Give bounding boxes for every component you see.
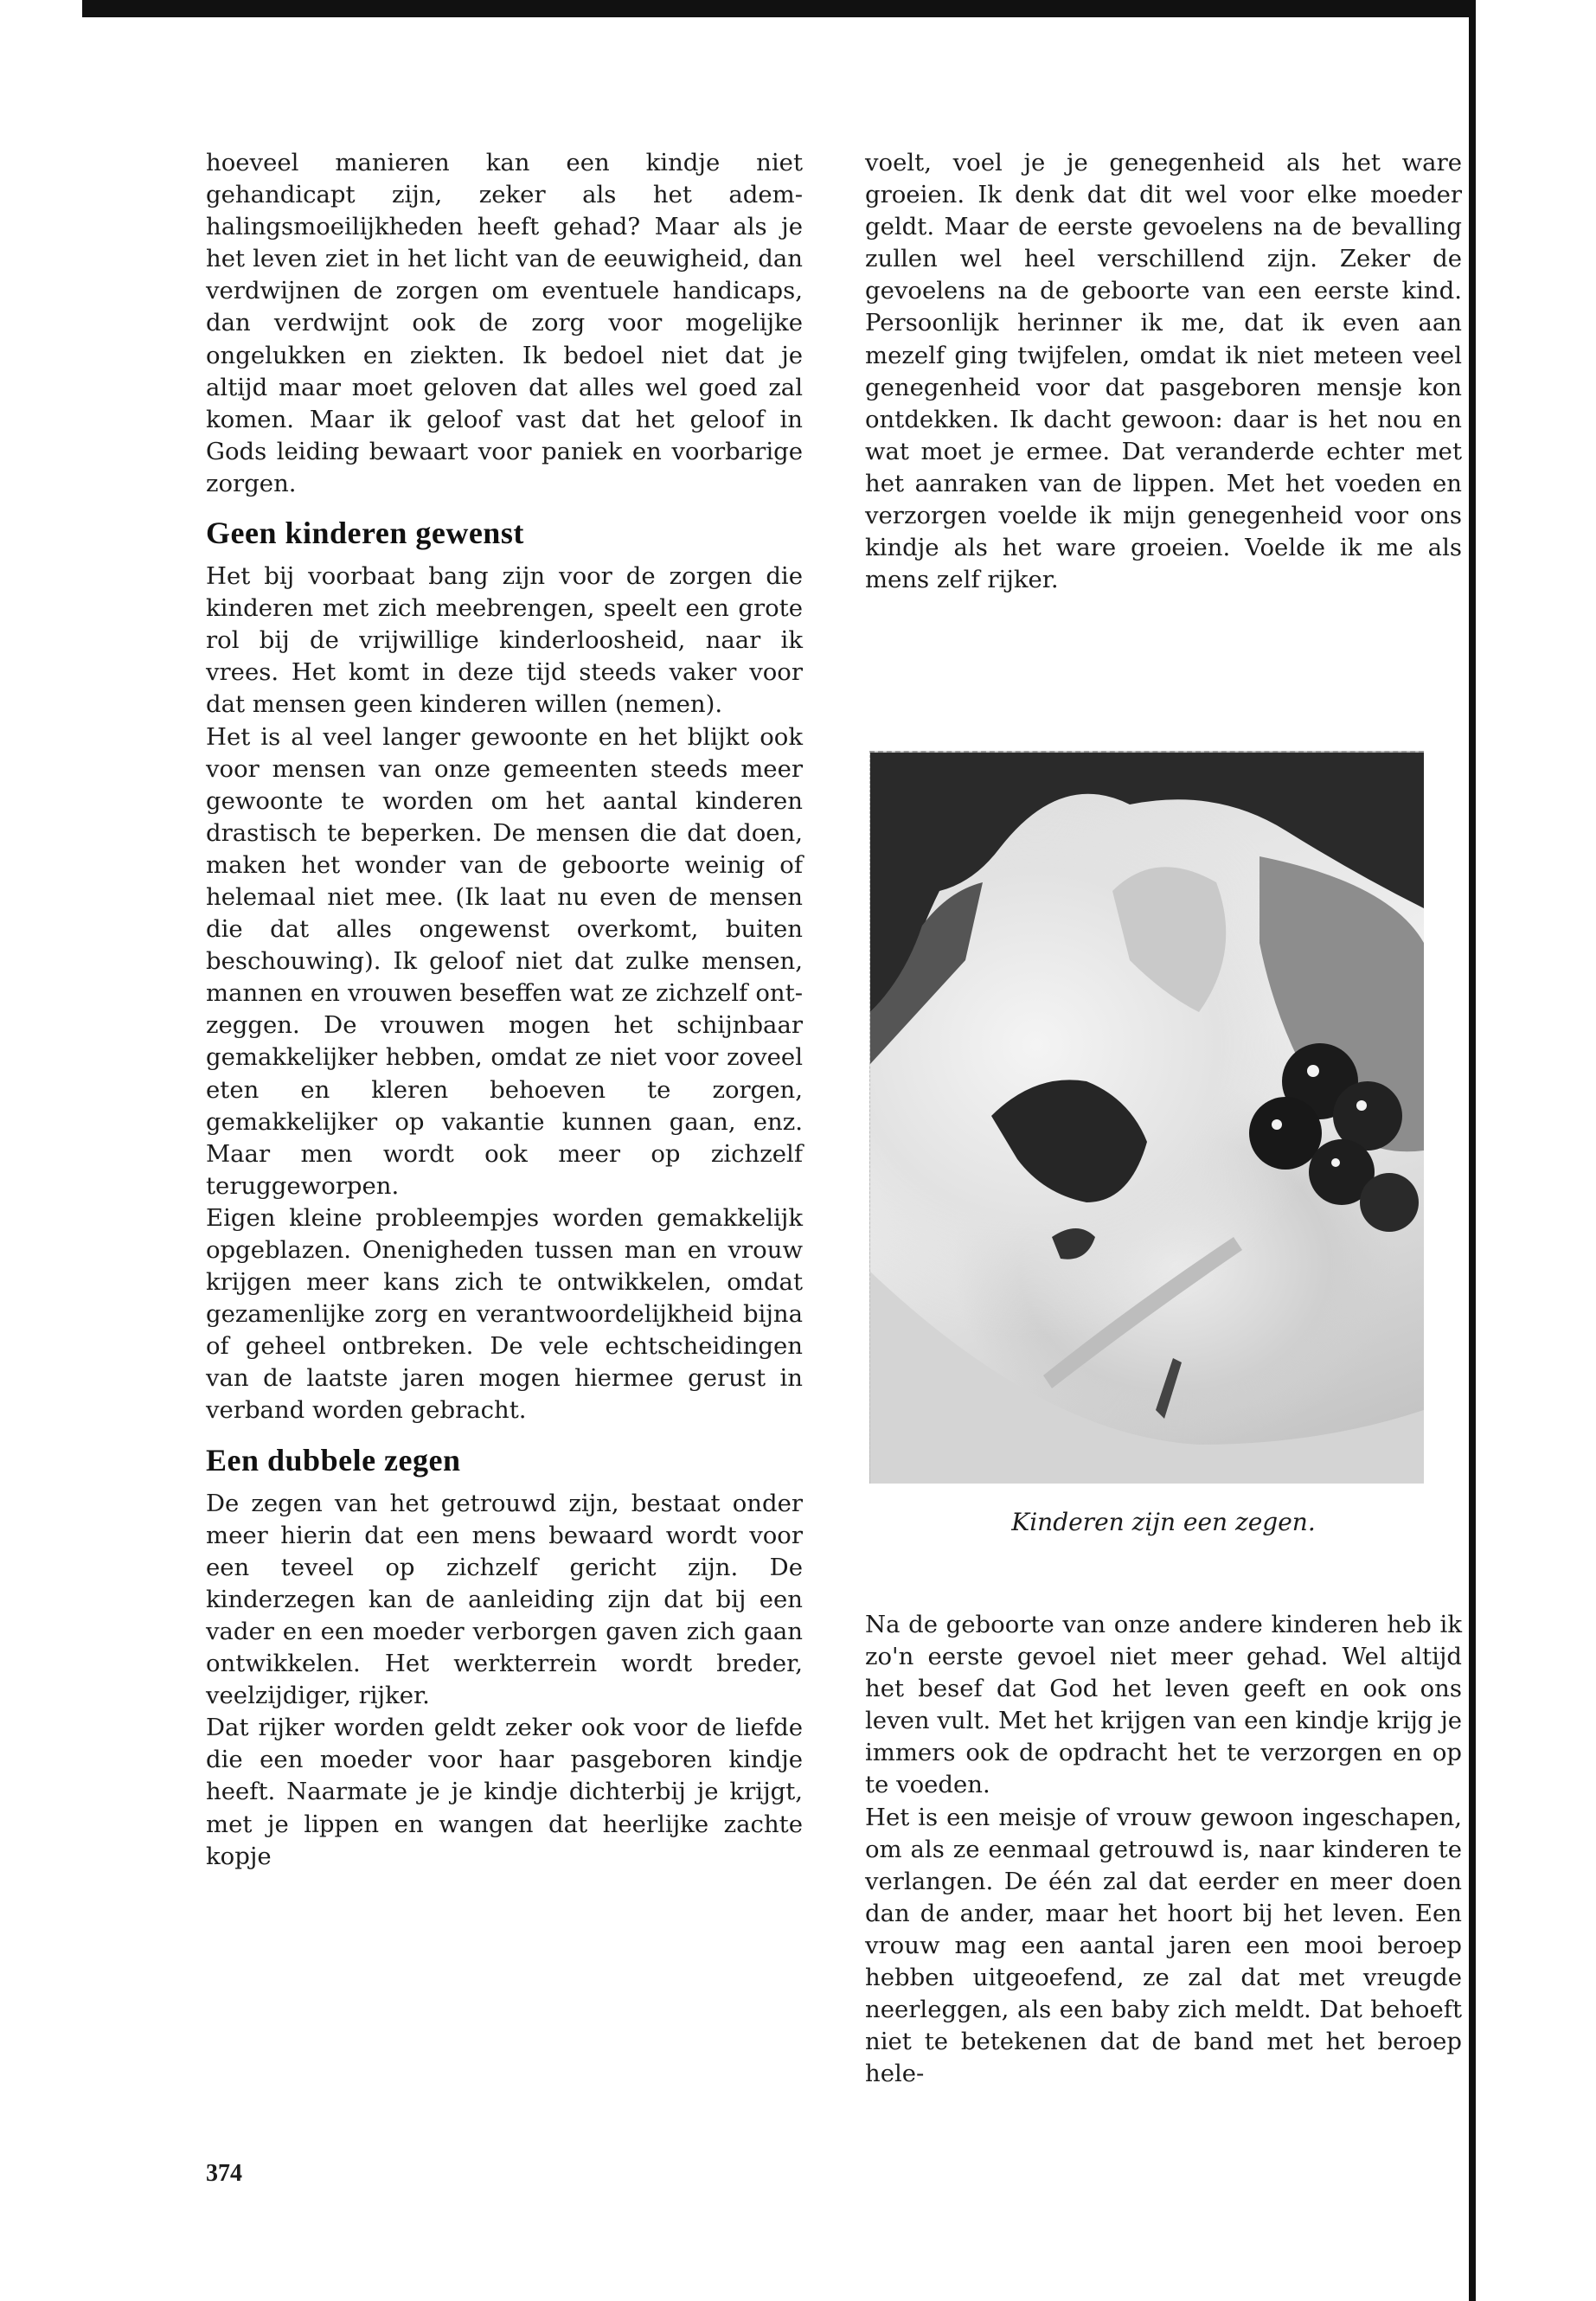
left-column — [206, 147, 803, 1873]
paragraph: De zegen van het getrouwd zijn, bestaat onder meer hierin dat een mens bewaard wordt voor een teveel op zichzelf gericht zijn. De kinderzegen kan de aanleiding zijn dat bij een vader en een moeder verborgen gaven zich gaan ontwikkelen. Het werkterrein wordt breder, veelzijdiger, rijker. — [206, 1489, 803, 1710]
paragraph: Eigen kleine probleempjes worden gemakkelijk opgeblazen. Onenigheden tussen man en vrouw krijgen meer kans zich te ontwikkelen, omdat gezamenlijke zorg en verantwoordelijkheid bijna of geheel ontbreken. De vele echtscheidingen van de laatste jaren mogen hiermee gerust in verband worden gebracht. — [206, 1203, 803, 1425]
right-border-rule — [1469, 0, 1476, 2301]
section-heading-dubbele-zegen: Een dubbele zegen — [206, 1442, 461, 1477]
section-heading-geen-kinderen: Geen kinderen gewenst — [206, 516, 524, 551]
paragraph: Het is al veel langer gewoonte en het blijkt ook voor mensen van onze gemeenten steeds meer gewoonte te worden om het aantal kinderen drastisch te beperken. De mensen die dat doen, maken het wonder van de geboorte weinig of helemaal niet mee. (Ik laat nu even de mensen die dat alles ongewenst overkomt, buiten beschouwing). Ik geloof niet dat zulke mensen, mannen en vrouwen beseffen wat ze zichzelf ontzeggen. De vrouwen mogen het schijnbaar gemakkelijker hebben, omdat ze niet voor zoveel eten en kleren behoeven te zorgen, gemakkelijker op vakantie kunnen gaan, enz. Maar men wordt ook meer op zichzelf teruggeworpen. — [206, 722, 803, 1200]
paragraph: Het is een meisje of vrouw gewoon ingeschapen, om als ze eenmaal getrouwd is, naar kinderen te verlangen. De één zal dat eerder en meer doen dan de ander, maar het hoort bij het leven. Een vrouw mag een aantal jaren een mooi beroep hebben uitgeoefend, ze zal dat met vreugde neerleggen, als een baby zich meldt. Dat behoeft niet te betekenen dat de band met het beroep hele- — [865, 1803, 1462, 2088]
paragraph: Het bij voorbaat bang zijn voor de zorgen die kinderen met zich meebrengen, speelt een grote rol bij de vrijwillige kinderloosheid, naar ik vrees. Het komt in deze tijd steeds vaker voor dat mensen geen kinderen willen (nemen). — [206, 562, 803, 719]
photo-caption: Kinderen zijn een zegen. — [1011, 1508, 1316, 1536]
photo-baby-with-berries — [869, 751, 1424, 1484]
paragraph: Na de geboorte van onze andere kinderen heb ik zo'n eerste gevoel niet meer gehad. Wel altijd het besef dat God het leven geeft en ook ons leven vult. Met het krijgen van een kindje krijg je immers ook de opdracht het te verzorgen en op te voeden. — [865, 1611, 1462, 1799]
intro-paragraph: hoeveel manieren kan een kindje niet gehandicapt zijn, zeker als het ademhalingsmoeilijkheden heeft gehad? Maar als je het leven ziet in het licht van de eeuwigheid, dan verdwijnen de zorgen om eventuele handicaps, dan verdwijnt ook de zorg voor mogelijke ongelukken en ziekten. Ik bedoel niet dat je altijd maar moet geloven dat alles wel goed zal komen. Maar ik geloof vast dat het geloof in Gods leiding bewaart voor paniek en voorbarige zorgen. — [206, 149, 803, 497]
paragraph: Dat rijker worden geldt zeker ook voor de liefde die een moeder voor haar pasgeboren kindje heeft. Naarmate je je kindje dichterbij je krijgt, met je lippen en wangen dat heerlijke zachte kopje — [206, 1714, 803, 1870]
page-number: 374 — [206, 2160, 242, 2187]
top-border-rule — [82, 0, 1471, 17]
paragraph: voelt, voel je je genegenheid als het ware groeien. Ik denk dat dit wel voor elke moeder geldt. Maar de eerste gevoelens na de bevalling zullen wel heel verschillend zijn. Zeker de gevoelens na de geboorte van een eerste kind. Persoonlijk herinner ik me, dat ik even aan mezelf ging twijfelen, omdat ik niet meteen veel genegenheid voor dat pasgeboren mensje kon ontdekken. Ik dacht gewoon: daar is het nou en wat moet je ermee. Dat veranderde echter met het aanraken van de lippen. Met het voeden en verzorgen voelde ik mijn genegenheid voor ons kindje als het ware groeien. Voelde ik me als mens zelf rijker. — [865, 149, 1462, 594]
right-column — [865, 147, 1462, 596]
right-column-lower — [865, 1609, 1462, 2090]
